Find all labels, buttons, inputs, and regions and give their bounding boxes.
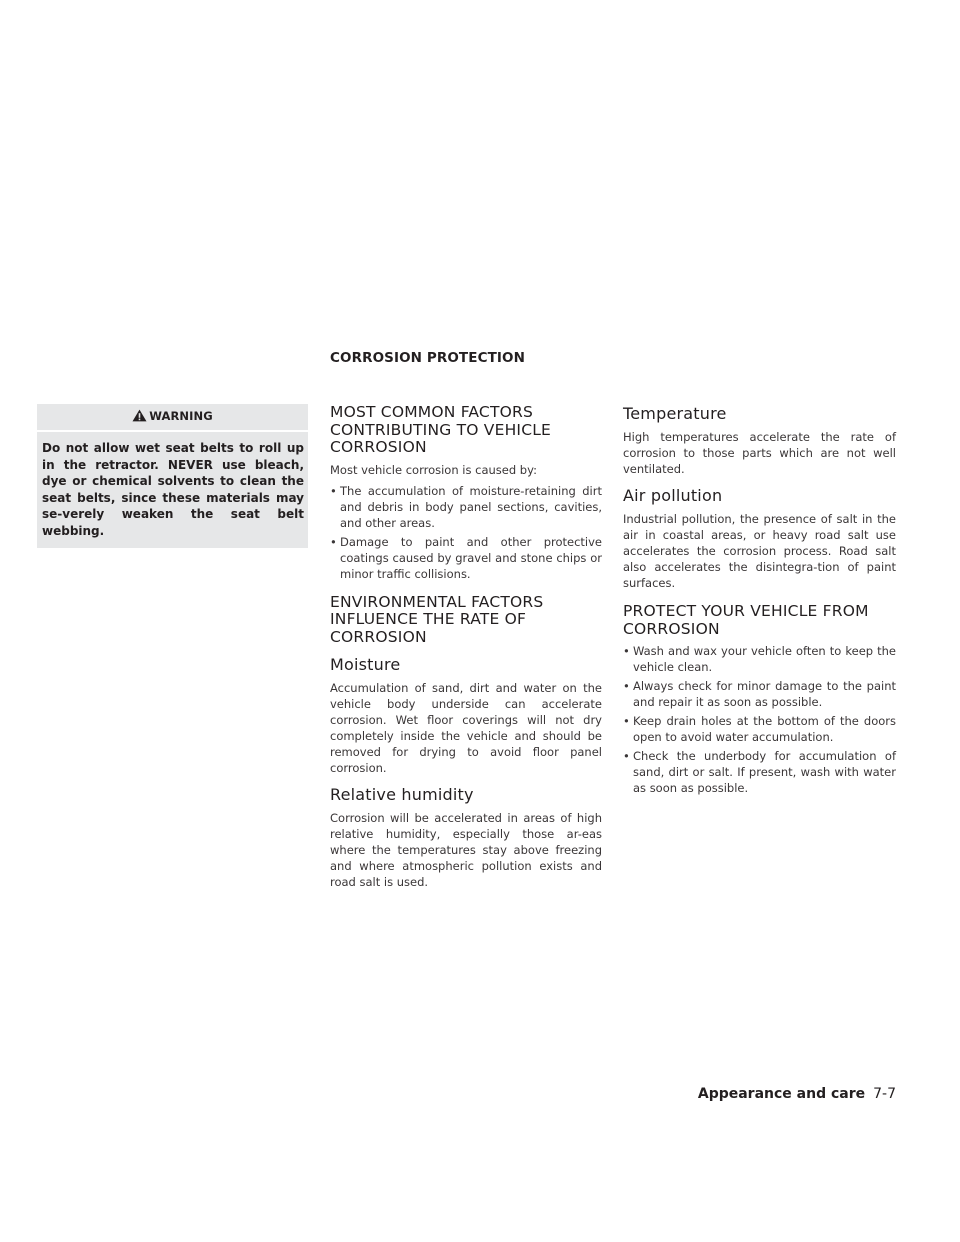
heading-environmental-factors: ENVIRONMENTAL FACTORS INFLUENCE THE RATE OF CORROSION [330, 592, 544, 646]
list-item: • The accumulation of moisture-retaining dirt and debris in body panel sections, cavities, and other areas. [330, 483, 602, 531]
subheading-moisture: Moisture [330, 655, 401, 674]
warning-header [37, 404, 308, 432]
moisture-text: Accumulation of sand, dirt and water on the vehicle body underside can accelerate corrosion. Wet floor coverings will not dry completely inside the vehicle and should be removed for drying to avoid floor panel corrosion. [330, 681, 602, 775]
subheading-temperature: Temperature [623, 404, 727, 423]
list-item: • Damage to paint and other protective coatings caused by gravel and stone chips or minor traffic collisions. [330, 534, 602, 582]
warning-triangle-icon [132, 409, 147, 422]
air-pollution-text: Industrial pollution, the presence of salt in the air in coastal areas, or heavy road salt use accelerates the corrosion process. Road salt also accelerates the disintegra-tion of paint surfaces. [623, 512, 896, 590]
right-column [623, 404, 896, 802]
cause-list [330, 483, 602, 582]
list-item: • Always check for minor damage to the paint and repair it as soon as possible. [623, 678, 896, 710]
page-number: 7-7 [873, 1086, 896, 1102]
list-item: • Check the underbody for accumulation of sand, dirt or salt. If present, wash with water as soon as possible. [623, 748, 896, 796]
humidity-text: Corrosion will be accelerated in areas of high relative humidity, especially those ar-eas where the temperatures stay above freezing and where atmospheric pollution exists and road salt is used. [330, 811, 602, 889]
section-title: CORROSION PROTECTION [330, 350, 525, 366]
warning-text: Do not allow wet seat belts to roll up in the retractor. NEVER use bleach, dye or chemical solvents to clean the seat belts, since these materials may se-verely weaken the seat belt webbing. [42, 441, 304, 538]
list-item: • Wash and wax your vehicle often to keep the vehicle clean. [623, 643, 896, 675]
warning-title: WARNING [149, 409, 213, 423]
page-footer [698, 1086, 896, 1102]
warning-box [37, 404, 308, 548]
chapter-title: Appearance and care [697, 1086, 866, 1102]
temperature-text: High temperatures accelerate the rate of corrosion to those parts which are not well ventilated. [623, 430, 896, 476]
heading-common-factors: MOST COMMON FACTORS CONTRIBUTING TO VEHICLE CORROSION [330, 403, 552, 456]
intro-text: Most vehicle corrosion is caused by: [330, 462, 537, 477]
middle-column [330, 404, 602, 895]
subheading-relative-humidity: Relative humidity [330, 785, 474, 804]
heading-protect-vehicle: PROTECT YOUR VEHICLE FROM CORROSION [623, 602, 869, 638]
protection-list [623, 643, 896, 796]
subheading-air-pollution: Air pollution [623, 486, 723, 505]
left-column [37, 404, 308, 548]
list-item: • Keep drain holes at the bottom of the doors open to avoid water accumulation. [623, 713, 896, 745]
